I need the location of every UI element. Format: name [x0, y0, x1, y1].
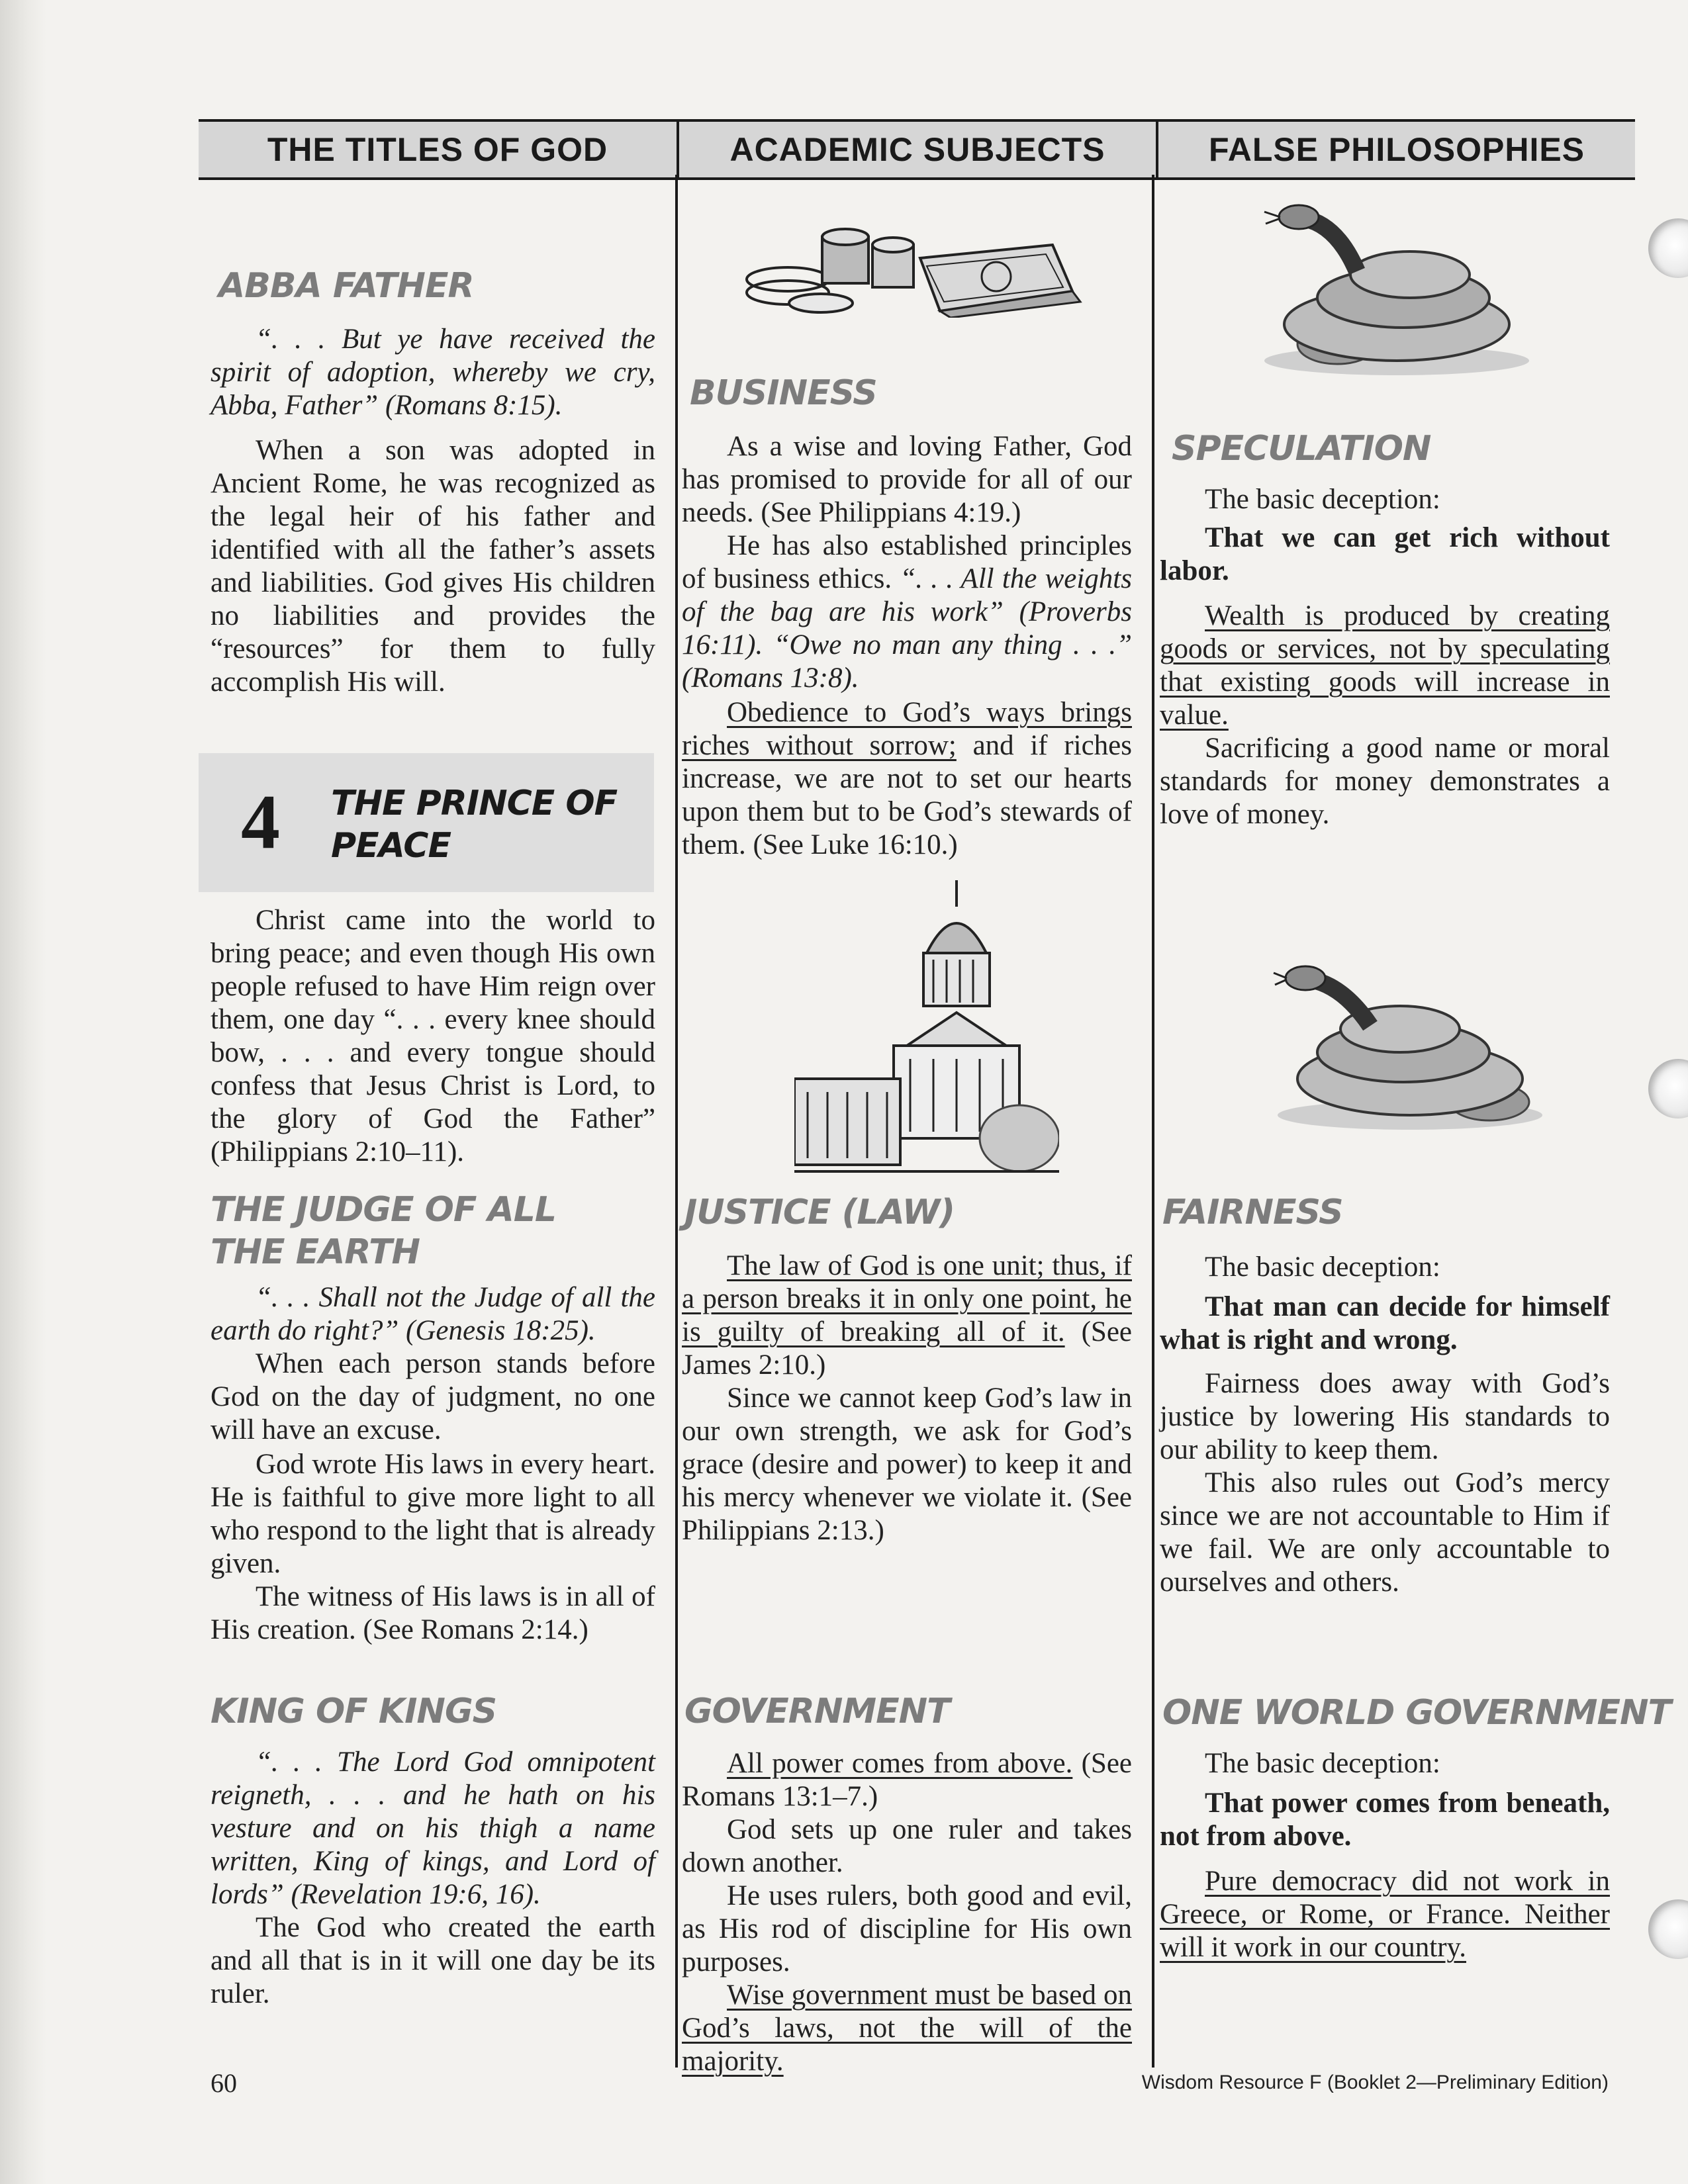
header-academic-subjects: ACADEMIC SUBJECTS — [679, 122, 1158, 177]
binder-hole-bottom — [1648, 1899, 1688, 1959]
justice-paragraph-1: The law of God is one unit; thus, if a person breaks it in only one point, he is guilty of breaking all of it. (See James 2:10.) — [682, 1250, 1132, 1381]
government-paragraph-3: He uses rulers, both good and evil, as His rod of discipline for His own purposes. — [682, 1880, 1132, 1978]
prince-of-peace-body: Christ came into the world to bring peace; and even though His own people refused to have Him reign over them, one day “. . . every knee should bow, . . . and every tongue should confess that Jesus Christ is Lord, to the glory of God the Father” (Philippians 2:10–11). — [211, 905, 655, 1167]
binding-edge — [0, 0, 46, 2184]
source-line: Wisdom Resource F (Booklet 2—Preliminary Edition) — [1141, 2071, 1609, 2093]
prince-of-peace-title: THE PRINCE OF PEACE — [331, 784, 618, 866]
fairness-deception: That man can decide for himself what is right and wrong. — [1160, 1291, 1610, 1355]
government-paragraph-4: Wise government must be based on God’s laws, not the will of the majority. — [682, 1979, 1132, 2077]
one-world-government-heading: ONE WORLD GOVERNMENT — [1162, 1693, 1671, 1733]
column-divider-right — [1152, 175, 1154, 2068]
page-number: 60 — [211, 2068, 237, 2098]
justice-paragraph-2: Since we cannot keep God’s law in our own strength, we ask for God’s grace (desire and power) to keep it and his mercy whenever we violate it. (See Philippians 2:13.) — [682, 1383, 1132, 1546]
king-of-kings-body: The God who created the earth and all that is in it will one day be its ruler. — [211, 1912, 655, 2009]
fairness-paragraph-2: Fairness does away with God’s justice by lowering His standards to our ability to keep them. — [1160, 1368, 1610, 1465]
speculation-paragraph-2: Wealth is produced by creating goods or services, not by speculating that existing goods will increase in value. — [1160, 600, 1610, 731]
header-false-philosophies: FALSE PHILOSOPHIES — [1208, 131, 1585, 168]
rattlesnake-icon — [1258, 199, 1536, 377]
one-world-deception: That power comes from beneath, not from above. — [1160, 1788, 1610, 1852]
abba-father-body: When a son was adopted in Ancient Rome, he was recognized as the legal heir of his father and identified with all the father’s assets and liabilities. God gives His children no liabilities and provides the “resources” for them to fully accomplish His will. — [211, 435, 655, 698]
binder-hole-top — [1648, 218, 1688, 278]
government-heading: GOVERNMENT — [684, 1692, 950, 1731]
business-paragraph-1: As a wise and loving Father, God has promised to provide for all of our needs. (See Philippians 4:19.) — [682, 431, 1132, 528]
one-world-intro: The basic deception: — [1205, 1748, 1440, 1779]
judge-body-2: God wrote His laws in every heart. He is faithful to give more light to all who respond to the light that is already given. — [211, 1449, 655, 1579]
abba-father-heading: ABBA FATHER — [218, 266, 474, 306]
judge-body-3: The witness of His laws is in all of His creation. (See Romans 2:14.) — [211, 1581, 655, 1645]
fairness-heading: FAIRNESS — [1162, 1193, 1343, 1232]
business-paragraph-3: Obedience to God’s ways brings riches without sorrow; and if riches increase, we are not to set our hearts upon them but to be God’s stewards of them. (See Luke 16:10.) — [682, 697, 1133, 860]
speculation-deception: That we can get rich without labor. — [1160, 522, 1610, 586]
abba-father-quote: “. . . But ye have received the spirit of adoption, whereby we cry, Abba, Father” (Romans 8:15). — [211, 324, 655, 421]
judge-heading: THE JUDGE OF ALL THE EARTH — [211, 1190, 557, 1272]
coins-and-money-icon — [741, 218, 1086, 318]
one-world-paragraph-2: Pure democracy did not work in Greece, or Rome, or France. Neither will it work in our country. — [1160, 1866, 1610, 1963]
business-paragraph-2: He has also established principles of business ethics. “. . . All the weights of the bag are his work” (Proverbs 16:11). “Owe no man any thing . . .” (Romans 13:8). — [682, 530, 1132, 694]
speculation-intro: The basic deception: — [1205, 484, 1440, 515]
fairness-paragraph-3: This also rules out God’s mercy since we are not accountable to Him if we fail. We are only accountable to ourselves and others. — [1160, 1467, 1610, 1598]
justice-law-heading: JUSTICE (LAW) — [684, 1193, 955, 1232]
header-titles-of-god: THE TITLES OF GOD — [199, 122, 679, 177]
fairness-intro: The basic deception: — [1205, 1251, 1440, 1283]
king-of-kings-quote: “. . . The Lord God omnipotent reigneth, . . . and he hath on his vesture and on his thigh a name written, King of kings, and Lord of lords” (Revelation 19:6, 16). — [211, 1747, 655, 1910]
king-of-kings-heading: KING OF KINGS — [211, 1692, 497, 1731]
column-header-bar — [199, 119, 1635, 180]
speculation-paragraph-3: Sacrificing a good name or moral standards for money demonstrates a love of money. — [1160, 733, 1610, 830]
prince-of-peace-box — [199, 753, 654, 892]
column-divider-left — [675, 175, 678, 2068]
speculation-heading: SPECULATION — [1172, 429, 1431, 469]
rattlesnake-icon — [1271, 953, 1549, 1132]
business-heading: BUSINESS — [690, 373, 877, 413]
capitol-building-icon — [794, 880, 1059, 1198]
government-paragraph-1: All power comes from above. (See Romans 13:1–7.) — [682, 1748, 1132, 1812]
binder-hole-middle — [1648, 1059, 1688, 1118]
judge-quote: “. . . Shall not the Judge of all the earth do right?” (Genesis 18:25). — [211, 1282, 655, 1346]
judge-body-1: When each person stands before God on the day of judgment, no one will have an excuse. — [211, 1348, 655, 1445]
title-number: 4 — [241, 778, 280, 865]
government-paragraph-2: God sets up one ruler and takes down another. — [682, 1814, 1132, 1878]
